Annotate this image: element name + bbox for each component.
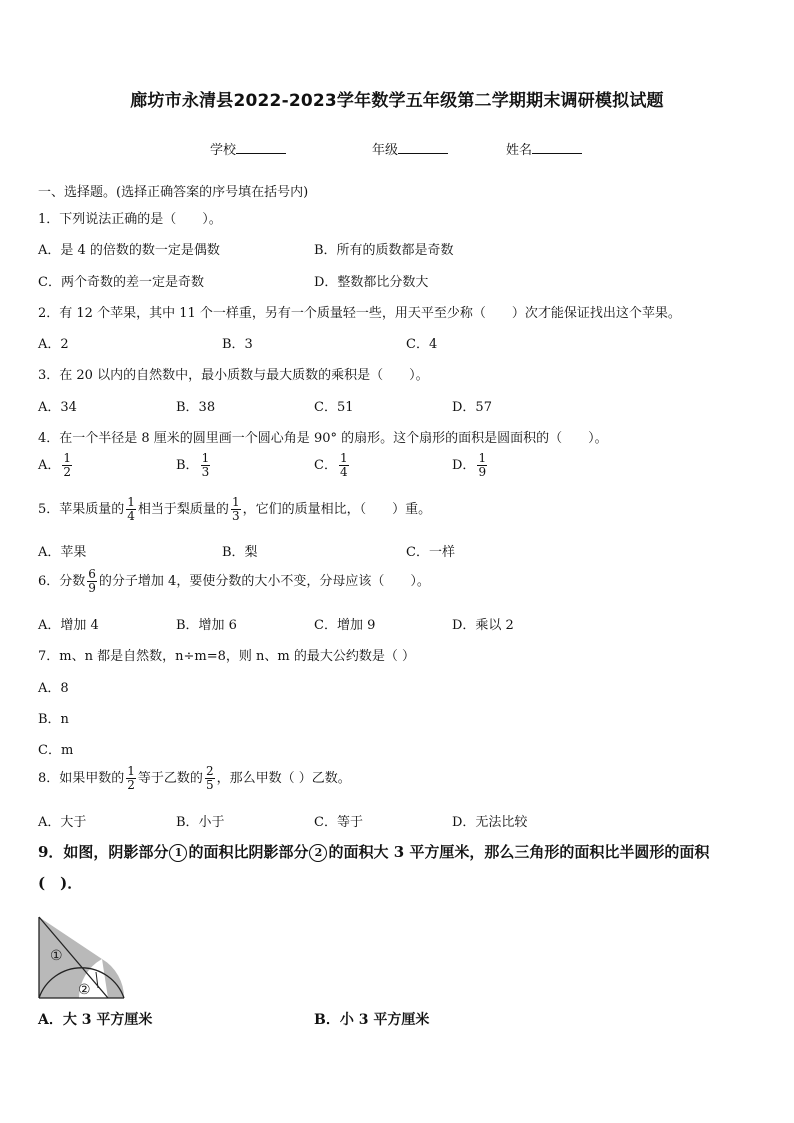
name-field (506, 139, 582, 158)
q2-option-b[interactable]: B．3 (222, 337, 253, 352)
q5-stem: 5．苹果质量的 $\frac{1}{4}$ 相当于梨质量的 $\frac{1}{3}$ ，它们的质量相比，（ ）重。 (38, 495, 432, 523)
q4-option-d-label: D． (452, 458, 476, 473)
q8-stem: 8．如果甲数的 $\frac{1}{2}$ 等于乙数的 $\frac{2}{5}$ ，那么甲数（ ）乙数。 (38, 764, 351, 792)
q5-option-c[interactable]: C．一样 (406, 545, 455, 560)
q6-stem: 6．分数 $\frac{6}{9}$ 的分子增加 4，要使分数的大小不变，分母应该（ ）。 (38, 567, 430, 595)
q7-option-c[interactable]: C．m (38, 743, 74, 758)
grade-blank[interactable] (398, 141, 448, 154)
q2-option-a[interactable]: A．2 (38, 337, 69, 352)
q1-stem: 1．下列说法正确的是（ ）。 (38, 212, 222, 227)
name-blank[interactable] (532, 141, 582, 154)
q7-option-a[interactable]: A．8 (38, 681, 69, 696)
q4-option-c[interactable] (314, 452, 351, 479)
page-title: 廊坊市永清县2022-2023学年数学五年级第二学期期末调研模拟试题 (130, 91, 664, 111)
q4-option-b[interactable] (176, 452, 212, 479)
school-label: 学校 (210, 143, 237, 158)
q6-option-d[interactable]: D．乘以 2 (452, 618, 514, 633)
fraction: $\frac{1}{3}$ (201, 451, 210, 479)
q3-option-a[interactable]: A．34 (38, 400, 77, 415)
fraction: $\frac{6}{9}$ (88, 567, 96, 595)
q9-stem-cont: ( )． (38, 874, 83, 892)
q9-option-b[interactable]: B．小 3 平方厘米 (314, 1012, 430, 1028)
fraction: $\frac{1}{3}$ (231, 495, 240, 523)
fraction: $\frac{1}{4}$ (339, 451, 348, 479)
q3-option-c[interactable]: C．51 (314, 400, 354, 415)
q3-stem: 3．在 20 以内的自然数中，最小质数与最大质数的乘积是（ ）。 (38, 368, 429, 383)
q3-option-b[interactable]: B．38 (176, 400, 216, 415)
q1-option-a[interactable]: A．是 4 的倍数的数一定是偶数 (38, 243, 220, 258)
q6-option-a[interactable]: A．增加 4 (38, 618, 99, 633)
q4-stem: 4．在一个半径是 8 厘米的圆里画一个圆心角是 90° 的扇形。这个扇形的面积是圆面积的（ ）。 (38, 431, 608, 446)
shaded-region-1 (39, 917, 102, 998)
q4-option-c-label: C． (314, 458, 337, 473)
fraction: $\frac{1}{9}$ (478, 451, 487, 479)
q2-stem: 2．有 12 个苹果，其中 11 个一样重，另有一个质量轻一些，用天平至少称（ ）次才能保证找出这个苹果。 (38, 306, 681, 321)
section-heading: 一、选择题。(选择正确答案的序号填在括号内) (38, 185, 309, 200)
q1-option-c[interactable]: C．两个奇数的差一定是奇数 (38, 275, 204, 290)
q8-option-a[interactable]: A．大于 (38, 815, 87, 830)
circled-two: 2 (309, 844, 327, 862)
q5-option-a[interactable]: A．苹果 (38, 545, 87, 560)
fraction: $\frac{1}{2}$ (127, 764, 135, 792)
school-field (210, 139, 286, 158)
circled-one: 1 (169, 844, 187, 862)
fraction: $\frac{1}{4}$ (127, 495, 135, 523)
q6-option-c[interactable]: C．增加 9 (314, 618, 376, 633)
school-blank[interactable] (236, 141, 286, 154)
fraction: $\frac{2}{5}$ (205, 764, 214, 792)
q5-option-b[interactable]: B．梨 (222, 545, 258, 560)
q7-stem: 7．m、n 都是自然数，n÷m=8，则 n、m 的最大公约数是（ ） (38, 649, 415, 664)
q9-figure (36, 912, 132, 1004)
q3-option-d[interactable]: D．57 (452, 400, 492, 415)
q8-option-c[interactable]: C．等于 (314, 815, 363, 830)
q4-option-a[interactable] (38, 452, 74, 479)
q1-option-b[interactable]: B．所有的质数都是奇数 (314, 243, 454, 258)
q9-stem: 9．如图，阴影部分 1 的面积比阴影部分 2 的面积大 3 平方厘米，那么三角形的面积比半圆形的面积 (38, 843, 710, 861)
q6-option-b[interactable]: B．增加 6 (176, 618, 237, 633)
grade-field (372, 139, 448, 158)
q9-option-a[interactable]: A．大 3 平方厘米 (38, 1012, 153, 1028)
fig-label-2: ② (78, 982, 91, 998)
name-label: 姓名 (506, 143, 533, 158)
q4-option-b-label: B． (176, 458, 199, 473)
q4-option-a-label: A． (38, 458, 61, 473)
fig-label-1: ① (50, 948, 63, 964)
q7-option-b[interactable]: B．n (38, 712, 69, 727)
grade-label: 年级 (372, 143, 399, 158)
q2-option-c[interactable]: C．4 (406, 337, 438, 352)
q8-option-d[interactable]: D．无法比较 (452, 815, 528, 830)
q1-option-d[interactable]: D．整数都比分数大 (314, 275, 429, 290)
q4-option-d[interactable] (452, 452, 489, 479)
shaded-region-2 (102, 959, 124, 998)
fraction: $\frac{1}{2}$ (63, 451, 72, 479)
q8-option-b[interactable]: B．小于 (176, 815, 225, 830)
